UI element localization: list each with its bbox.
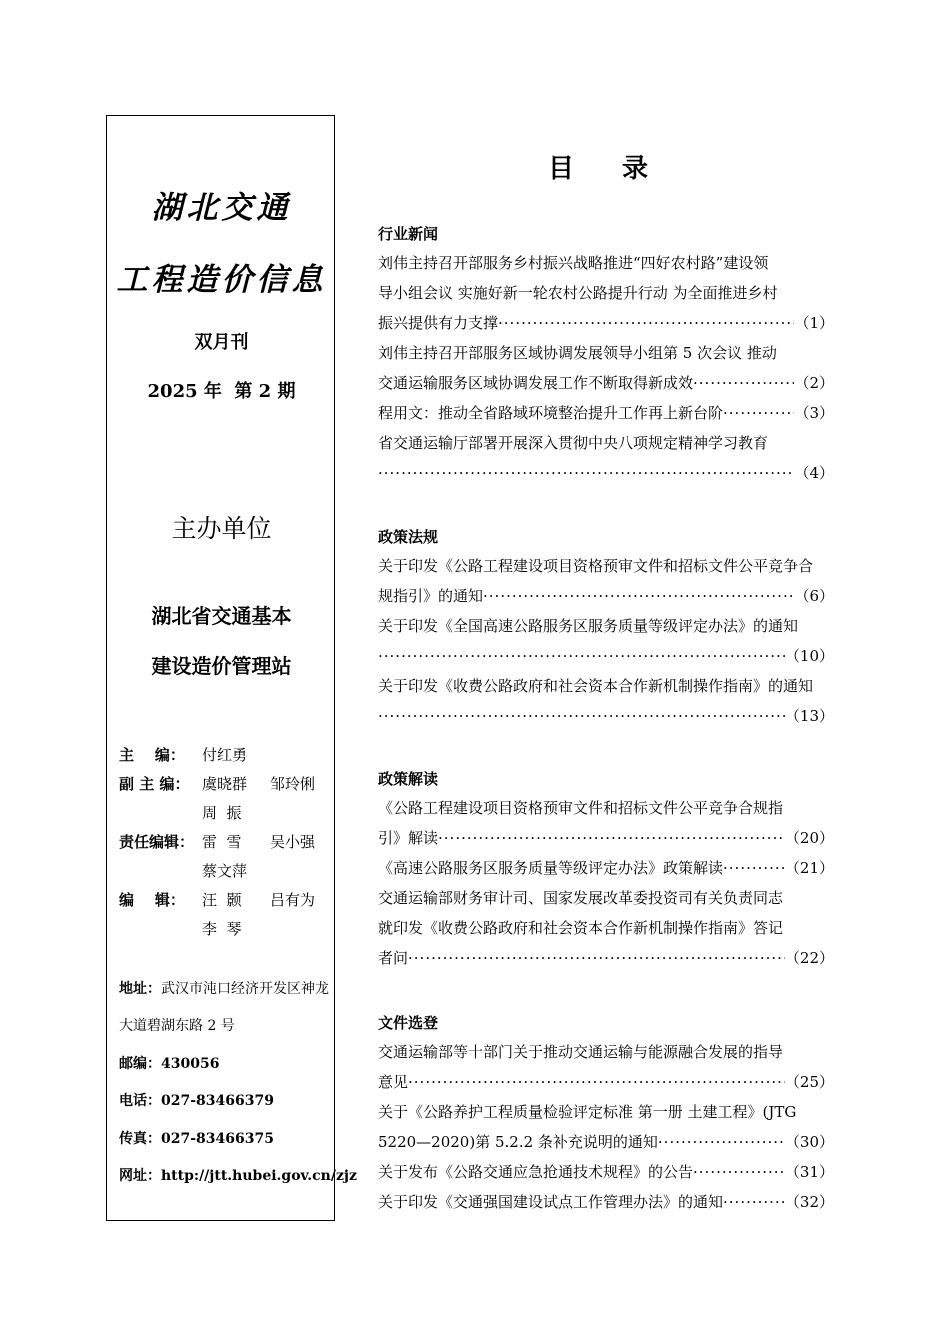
page-number: （21） bbox=[784, 859, 834, 877]
toc-section bbox=[378, 765, 834, 973]
toc-entry[interactable] bbox=[378, 793, 834, 853]
page-number: （6） bbox=[794, 587, 834, 605]
entry-text: 刘伟主持召开部服务乡村振兴战略推进“四好农村路”建设领 bbox=[378, 254, 769, 272]
dot-leader bbox=[693, 368, 794, 398]
dot-leader bbox=[658, 1127, 785, 1157]
toc-section bbox=[378, 1009, 834, 1217]
staff-name: 蔡文萍 bbox=[202, 862, 248, 880]
entry-text: 引》解读 bbox=[378, 829, 439, 847]
sponsor-line2: 建设造价管理站 bbox=[151, 654, 292, 678]
toc-entry[interactable] bbox=[378, 338, 834, 398]
dot-leader bbox=[498, 308, 794, 338]
phone: 电话：027-83466379 bbox=[119, 1093, 274, 1109]
dot-leader bbox=[438, 823, 785, 853]
page-number: （10） bbox=[784, 647, 834, 665]
dot-leader bbox=[723, 1187, 785, 1217]
dot-leader bbox=[723, 398, 794, 428]
page-number: （3） bbox=[794, 404, 834, 422]
staff-name bbox=[270, 802, 338, 823]
staff-name: 周 振 bbox=[202, 804, 242, 822]
entry-text: 意见 bbox=[378, 1073, 409, 1091]
staff-role: 责任编辑： bbox=[119, 833, 195, 851]
staff-name bbox=[270, 860, 338, 881]
section-heading: 政策解读 bbox=[378, 770, 439, 788]
section-heading: 文件选登 bbox=[378, 1014, 439, 1032]
toc-section bbox=[378, 523, 834, 731]
staff-name: 吴小强 bbox=[270, 833, 316, 851]
toc-entry[interactable] bbox=[378, 1097, 834, 1157]
toc-entry[interactable] bbox=[378, 883, 834, 973]
sponsor-label: 主办单位 bbox=[171, 514, 272, 543]
dot-leader bbox=[378, 458, 794, 488]
website: 网址：http://jtt.hubei.gov.cn/zjz bbox=[119, 1168, 357, 1184]
staff-role: 副 主 编： bbox=[119, 775, 190, 793]
entry-text: 关于印发《全国高速公路服务区服务质量等级评定办法》的通知 bbox=[378, 617, 799, 635]
entry-text: 5220—2020)第 5.2.2 条补充说明的通知 bbox=[378, 1133, 658, 1151]
toc-entry[interactable] bbox=[378, 428, 834, 488]
section-heading: 行业新闻 bbox=[378, 225, 439, 243]
entry-text: 省交通运输厅部署开展深入贯彻中央八项规定精神学习教育 bbox=[378, 434, 769, 452]
toc-entry[interactable] bbox=[378, 398, 834, 428]
masthead-box bbox=[106, 115, 357, 1221]
entry-text: 交通运输服务区域协调发展工作不断取得新成效 bbox=[378, 374, 694, 392]
frequency: 双月刊 bbox=[194, 332, 249, 353]
toc-entry[interactable] bbox=[378, 853, 834, 883]
toc-entry[interactable] bbox=[378, 1187, 834, 1217]
staff-row bbox=[119, 773, 338, 794]
entry-text: 关于印发《公路工程建设项目资格预审文件和招标文件公平竞争合 bbox=[378, 557, 814, 575]
entry-text: 关于《公路养护工程质量检验评定标准 第一册 土建工程》(JTG bbox=[378, 1103, 797, 1121]
dot-leader bbox=[408, 1067, 785, 1097]
postcode: 邮编：430056 bbox=[119, 1056, 220, 1072]
staff-name: 邹玲俐 bbox=[270, 775, 316, 793]
page-number: （13） bbox=[784, 707, 834, 725]
staff-name: 吕有为 bbox=[270, 891, 316, 909]
page-number: （2） bbox=[794, 374, 834, 392]
page-number: （30） bbox=[784, 1133, 834, 1151]
dot-leader bbox=[483, 581, 794, 611]
toc-entry[interactable] bbox=[378, 1157, 834, 1187]
staff-name: 雷 雪 bbox=[202, 833, 242, 851]
section-heading: 政策法规 bbox=[378, 528, 439, 546]
entry-text: 就印发《收费公路政府和社会资本合作新机制操作指南》答记 bbox=[378, 919, 784, 937]
staff-name bbox=[270, 744, 338, 765]
journal-title-line1: 湖北交通 bbox=[151, 190, 292, 226]
entry-text: 交通运输部财务审计司、国家发展改革委投资司有关负责同志 bbox=[378, 889, 784, 907]
dot-leader bbox=[408, 943, 785, 973]
entry-text: 规指引》的通知 bbox=[378, 587, 484, 605]
page-number: （20） bbox=[784, 829, 834, 847]
entry-text: 关于印发《收费公路政府和社会资本合作新机制操作指南》的通知 bbox=[378, 677, 814, 695]
entry-text: 者问 bbox=[378, 949, 409, 967]
toc-title: 目录 bbox=[548, 154, 697, 184]
dot-leader bbox=[378, 701, 785, 731]
dot-leader bbox=[378, 641, 785, 671]
issue: 2025 年 第 2 期 bbox=[147, 381, 296, 402]
address: 地址：武汉市沌口经济开发区神龙 bbox=[119, 981, 329, 997]
toc-entry[interactable] bbox=[378, 1037, 834, 1097]
entry-text: 振兴提供有力支撑 bbox=[378, 314, 499, 332]
page-number: （32） bbox=[784, 1193, 834, 1211]
staff-row bbox=[119, 831, 338, 852]
page-number: （31） bbox=[784, 1163, 834, 1181]
staff-role: 主 编： bbox=[119, 746, 185, 764]
staff-name bbox=[270, 918, 338, 939]
entry-text: 导小组会议 实施好新一轮农村公路提升行动 为全面推进乡村 bbox=[378, 284, 778, 302]
address-line2: 大道碧湖东路 2 号 bbox=[119, 1018, 235, 1034]
staff-row bbox=[119, 860, 338, 881]
staff-role bbox=[119, 860, 202, 881]
page-number: （22） bbox=[784, 949, 834, 967]
toc-entry[interactable] bbox=[378, 248, 834, 338]
entry-text: 刘伟主持召开部服务区域协调发展领导小组第 5 次会议 推动 bbox=[378, 344, 777, 362]
staff-role bbox=[119, 918, 202, 939]
page-number: （1） bbox=[794, 314, 834, 332]
toc-entry[interactable] bbox=[378, 671, 834, 731]
staff-role: 编 辑： bbox=[119, 891, 185, 909]
staff-row bbox=[119, 918, 338, 939]
entry-text: 关于印发《交通强国建设试点工作管理办法》的通知 bbox=[378, 1193, 724, 1211]
journal-title-line2: 工程造价信息 bbox=[116, 262, 327, 298]
staff-name: 汪 颢 bbox=[202, 891, 242, 909]
staff-name: 虞晓群 bbox=[202, 775, 248, 793]
entry-text: 《高速公路服务区服务质量等级评定办法》政策解读 bbox=[378, 859, 724, 877]
dot-leader bbox=[693, 1157, 785, 1187]
staff-row bbox=[119, 889, 338, 910]
staff-role bbox=[119, 802, 202, 823]
page-number: （4） bbox=[794, 464, 834, 482]
entry-text: 交通运输部等十部门关于推动交通运输与能源融合发展的指导 bbox=[378, 1043, 784, 1061]
staff-row bbox=[119, 802, 338, 823]
toc-entry[interactable] bbox=[378, 551, 834, 611]
entry-text: 《公路工程建设项目资格预审文件和招标文件公平竞争合规指 bbox=[378, 799, 784, 817]
entry-text: 关于发布《公路交通应急抢通技术规程》的公告 bbox=[378, 1163, 694, 1181]
toc-entry[interactable] bbox=[378, 611, 834, 671]
sponsor-line1: 湖北省交通基本 bbox=[151, 604, 292, 628]
toc-section bbox=[378, 220, 834, 488]
dot-leader bbox=[723, 853, 785, 883]
staff-name: 付红勇 bbox=[202, 746, 248, 764]
entry-text: 程用文：推动全省路域环境整治提升工作再上新台阶 bbox=[378, 404, 724, 422]
staff-row bbox=[119, 744, 338, 765]
fax: 传真：027-83466375 bbox=[119, 1131, 274, 1147]
page-number: （25） bbox=[784, 1073, 834, 1091]
staff-name: 李 琴 bbox=[202, 920, 242, 938]
